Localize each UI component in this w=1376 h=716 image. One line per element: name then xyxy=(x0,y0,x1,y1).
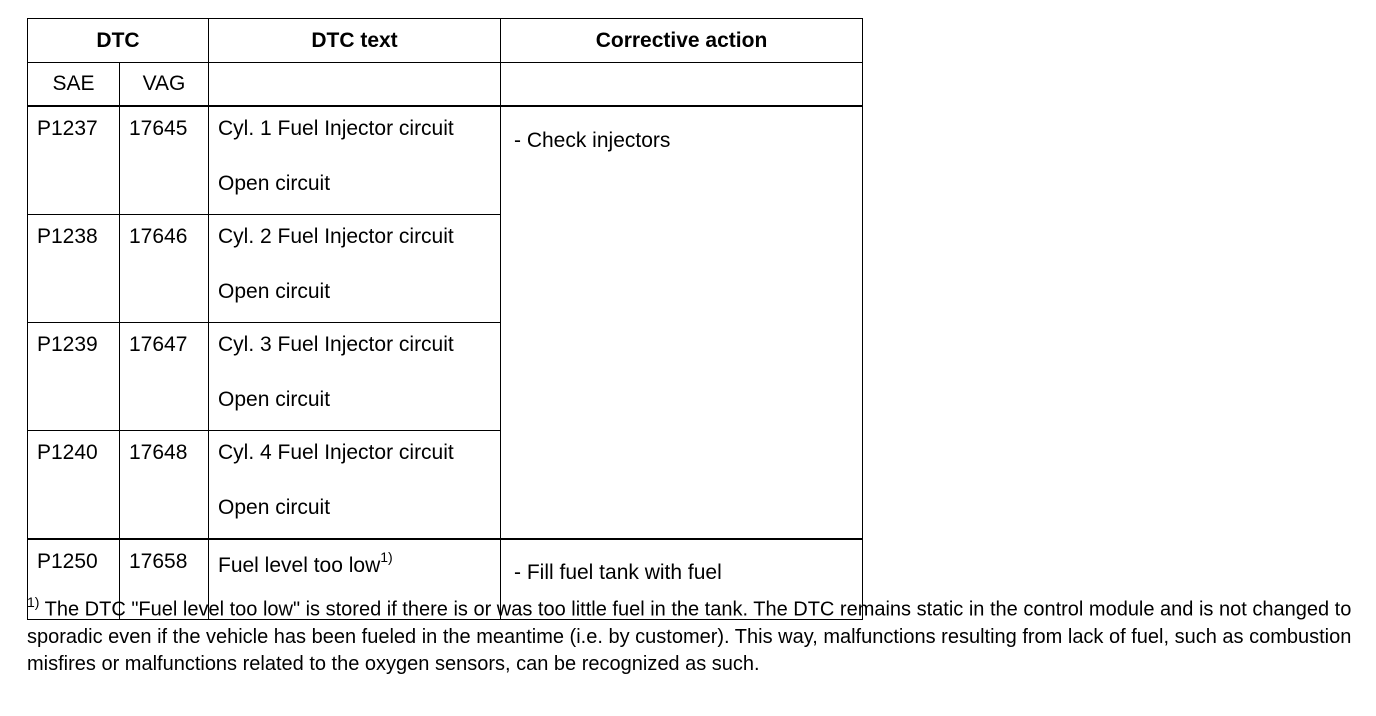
corrective-action-injectors: - Check injectors xyxy=(501,106,863,539)
dtc-text-line1: Cyl. 2 Fuel Injector circuit xyxy=(218,225,454,248)
dtc-text-cell xyxy=(209,106,501,215)
dtc-text-line1: Fuel level too low xyxy=(218,554,381,577)
header-dtc-text: DTC text xyxy=(209,19,501,63)
sae-code: P1239 xyxy=(28,323,120,431)
footnote-mark: 1) xyxy=(27,594,40,610)
dtc-text-line2: Open circuit xyxy=(218,280,331,303)
dtc-table xyxy=(27,18,863,620)
footnote-text: The DTC "Fuel level too low" is stored if there is or was too little fuel in the tank. The DTC remains static in the control module and is not changed to sporadic even if the vehicle has been fueled in the meantime (i.e. by customer). This way, malfunctions resulting from lack of fuel, such as combustion misfires or malfunctions related to the oxygen sensors, can be recognized as such. xyxy=(27,598,1352,675)
table-row xyxy=(28,106,863,215)
vag-code: 17658 xyxy=(120,539,209,620)
sae-code: P1238 xyxy=(28,215,120,323)
vag-code: 17647 xyxy=(120,323,209,431)
table-subheader-row xyxy=(28,63,863,107)
dtc-text-line2: Open circuit xyxy=(218,172,331,195)
dtc-text-line2: Open circuit xyxy=(218,496,331,519)
header-sae: SAE xyxy=(28,63,120,107)
vag-code: 17645 xyxy=(120,106,209,215)
sae-code: P1237 xyxy=(28,106,120,215)
header-corrective-action: Corrective action xyxy=(501,19,863,63)
footnote xyxy=(27,590,1357,678)
dtc-text-cell xyxy=(209,215,501,323)
dtc-text-cell xyxy=(209,431,501,540)
subheader-empty-text xyxy=(209,63,501,107)
footnote-reference: 1) xyxy=(380,549,393,565)
header-dtc: DTC xyxy=(28,19,209,63)
table-header-row xyxy=(28,19,863,63)
header-vag: VAG xyxy=(120,63,209,107)
dtc-text-cell xyxy=(209,323,501,431)
sae-code: P1240 xyxy=(28,431,120,540)
corrective-action-fuel: - Fill fuel tank with fuel xyxy=(501,539,863,620)
dtc-text-line2: Open circuit xyxy=(218,388,331,411)
sae-code: P1250 xyxy=(28,539,120,620)
vag-code: 17646 xyxy=(120,215,209,323)
dtc-text-line1: Cyl. 4 Fuel Injector circuit xyxy=(218,441,454,464)
vag-code: 17648 xyxy=(120,431,209,540)
dtc-text-line1: Cyl. 1 Fuel Injector circuit xyxy=(218,117,454,140)
subheader-empty-action xyxy=(501,63,863,107)
dtc-text-line1: Cyl. 3 Fuel Injector circuit xyxy=(218,333,454,356)
